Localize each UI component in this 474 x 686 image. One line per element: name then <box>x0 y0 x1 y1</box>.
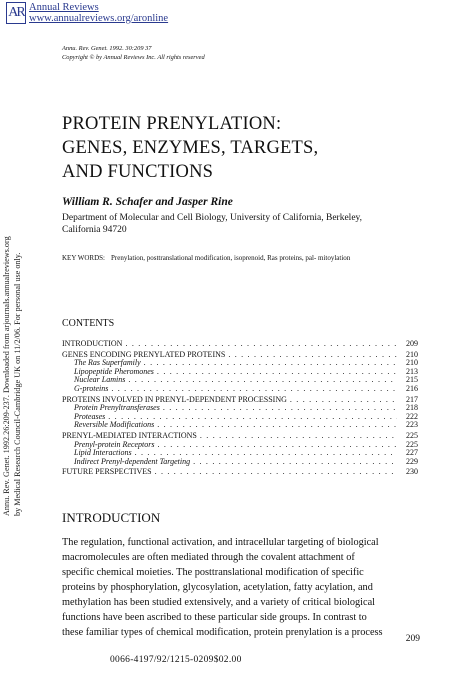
toc-entry-page: 230 <box>406 467 418 477</box>
body-line: macromolecules are often mediated through the covalent attachment of <box>62 552 355 563</box>
toc-entry-page: 223 <box>406 420 418 430</box>
toc-entry-page: 209 <box>406 339 418 348</box>
toc-leader-dots <box>158 441 398 450</box>
publisher-url-link[interactable]: www.annualreviews.org/aronline <box>29 13 169 24</box>
toc-entry-page: 216 <box>406 383 418 393</box>
body-line: these familiar types of chemical modification, protein prenylation is a process <box>62 627 383 638</box>
annual-reviews-logo: AR <box>6 2 26 24</box>
toc-entry-label: The Ras Superfamily <box>74 358 141 368</box>
journal-citation <box>62 44 205 62</box>
toc-entry-page: 225 <box>406 430 418 440</box>
toc-entry-label: Protein Prenyltransferases <box>74 403 160 413</box>
toc-entry-label: PRENYL-MEDIATED INTERACTIONS <box>62 430 197 440</box>
affiliation <box>62 212 402 236</box>
toc-entry-page: 210 <box>406 358 418 368</box>
contents-heading: CONTENTS <box>62 318 115 329</box>
toc-entry-page: 225 <box>406 439 418 449</box>
toc-entry-label: Lipid Interactions <box>74 448 132 458</box>
toc-entry-label: PROTEINS INVOLVED IN PRENYL-DEPENDENT PROCESSING <box>62 394 287 404</box>
toc-entry <box>62 404 418 413</box>
keywords <box>62 254 422 263</box>
keywords-label: KEY WORDS: <box>62 254 105 262</box>
toc-leader-dots <box>111 385 397 394</box>
toc-leader-dots <box>193 458 397 467</box>
toc-entry-label: FUTURE PERSPECTIVES <box>62 467 152 477</box>
title-line-3: AND FUNCTIONS <box>62 162 214 182</box>
toc-entry-page: 210 <box>406 349 418 359</box>
toc-entry-page: 229 <box>406 456 418 466</box>
toc-leader-dots <box>157 421 397 430</box>
publisher-header <box>6 2 168 24</box>
toc-entry <box>62 376 418 385</box>
authors: William R. Schafer and Jasper Rine <box>62 196 233 208</box>
publisher-name-link[interactable]: Annual Reviews <box>29 2 99 13</box>
toc-entry-label: G-proteins <box>74 383 109 393</box>
toc-leader-dots <box>144 359 397 368</box>
toc-entry-label: Indirect Prenyl-dependent Targeting <box>74 456 191 466</box>
toc-entry <box>62 468 418 477</box>
toc-leader-dots <box>128 376 397 385</box>
toc-entry-page: 227 <box>406 448 418 458</box>
toc-leader-dots <box>290 396 397 405</box>
download-notice-line-1: Annu. Rev. Genet. 1992.26:209-237. Downloaded from arjournals.annualreviews.org <box>2 236 11 516</box>
publisher-info <box>29 2 168 24</box>
toc-entry <box>62 385 418 394</box>
toc-leader-dots <box>155 468 397 477</box>
title-line-2: GENES, ENZYMES, TARGETS, <box>62 138 319 158</box>
toc-entry-page: 217 <box>406 394 418 404</box>
toc-leader-dots <box>125 340 397 349</box>
body-line: specific chemical moieties. The posttranslational modification of specific <box>62 567 364 578</box>
body-line: functions have been ascribed to these particular side groups. In contrast to <box>62 612 367 623</box>
introduction-paragraph <box>62 535 422 640</box>
affiliation-line-2: California 94720 <box>62 225 127 235</box>
affiliation-line-1: Department of Molecular and Cell Biology, University of California, Berkeley, <box>62 213 363 223</box>
toc-entry-label: Prenyl-protein Receptors <box>74 439 155 449</box>
table-of-contents <box>62 338 418 477</box>
toc-entry-label: Proteases <box>74 411 106 421</box>
toc-entry-page: 222 <box>406 411 418 421</box>
toc-entry-page: 215 <box>406 375 418 385</box>
toc-entry <box>62 340 418 349</box>
page-number: 209 <box>405 634 420 644</box>
toc-leader-dots <box>163 404 397 413</box>
body-line: proteins by phosphorylation, glycosylation, acetylation, fatty acylation, and <box>62 582 373 593</box>
citation-line-1: Annu. Rev. Genet. 1992. 30:209 37 <box>62 45 152 52</box>
toc-entry-page: 213 <box>406 366 418 376</box>
toc-entry-label: Lipopeptide Pheromones <box>74 366 154 376</box>
toc-entry <box>62 458 418 467</box>
download-notice <box>2 186 32 516</box>
download-notice-line-2: by Medical Research Council-Cambridge UK on 11/2/06. For personal use only. <box>12 252 22 516</box>
title-line-1: PROTEIN PRENYLATION: <box>62 114 282 134</box>
toc-entry-label: Nuclear Lamins <box>74 375 126 385</box>
toc-entry-page: 218 <box>406 403 418 413</box>
toc-entry-label: INTRODUCTION <box>62 339 123 348</box>
citation-line-2: Copyright © by Annual Reviews Inc. All rights reserved <box>62 54 205 61</box>
toc-entry-label: Reversible Modifications <box>74 420 155 430</box>
article-title <box>62 112 318 184</box>
toc-leader-dots <box>157 368 397 377</box>
toc-entry <box>62 421 418 430</box>
toc-entry-label: GENES ENCODING PRENYLATED PROTEINS <box>62 349 226 359</box>
section-heading: INTRODUCTION <box>62 510 161 525</box>
toc-leader-dots <box>200 432 397 441</box>
toc-leader-dots <box>228 351 397 360</box>
body-line: methylation has been studied extensively, and a variety of critical biological <box>62 597 375 608</box>
body-line: The regulation, functional activation, and intracellular targeting of biological <box>62 537 379 548</box>
keywords-text: Prenylation, posttranslational modification, isoprenoid, Ras proteins, pal- mitoylation <box>110 254 351 262</box>
footer-code: 0066-4197/92/1215-0209$02.00 <box>110 655 242 665</box>
